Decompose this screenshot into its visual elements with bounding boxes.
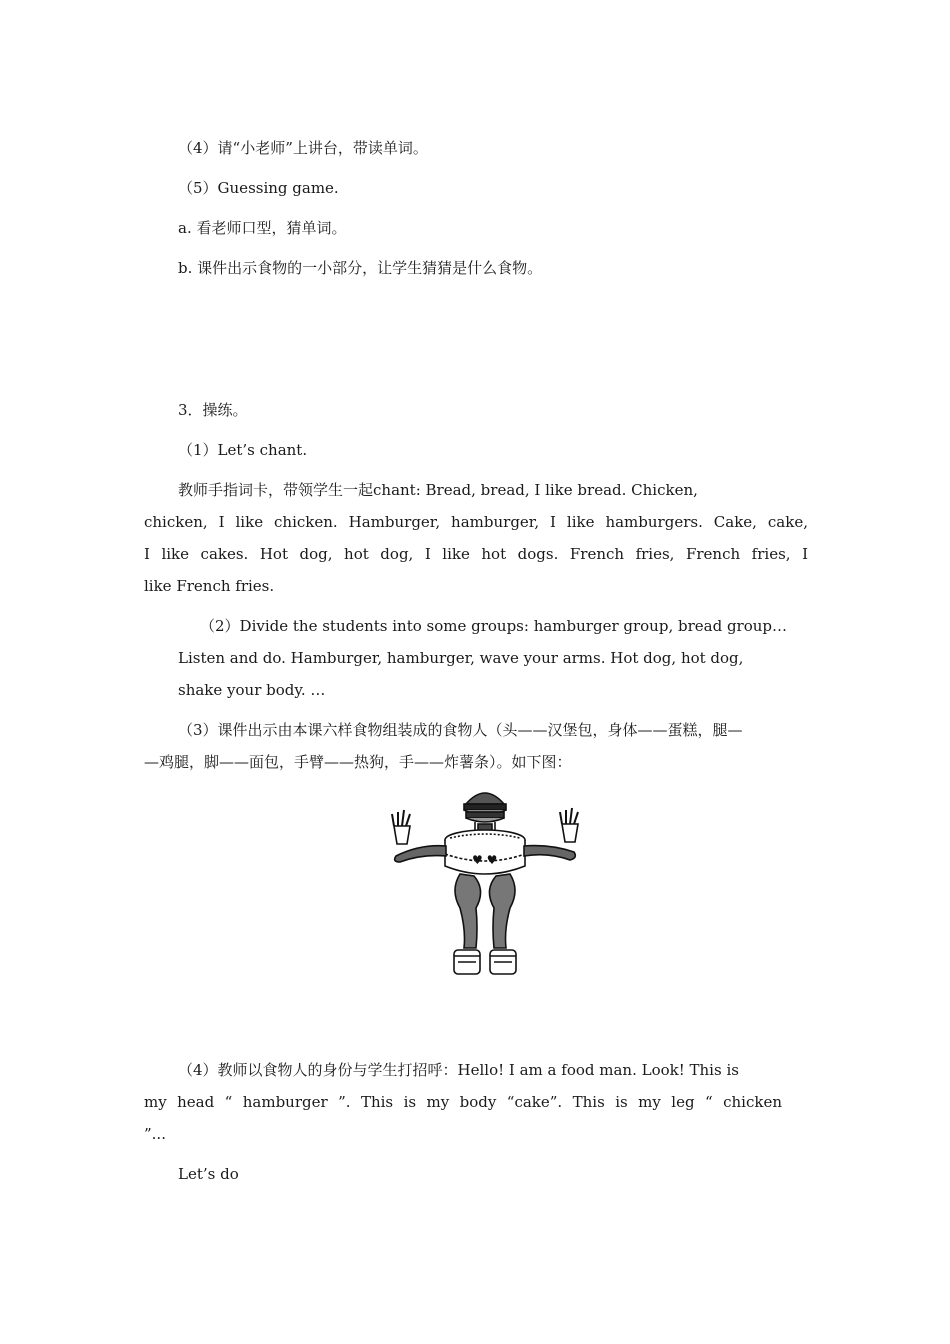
greeting-line-3: ”... [144,1125,166,1143]
foodman-line-2: —鸡腿，脚——面包，手臂——热狗，手——炸薯条）。如下图： [144,753,572,771]
chant-line-2: chicken, I like chicken. Hamburger, hamburger, I like hamburgers. Cake, cake, [144,513,808,531]
groups-line-3: shake your body. … [178,681,326,699]
chant-heading: （1）Let’s chant. [178,441,308,459]
step-a-text: a. 看老师口型，猜单词。 [178,219,347,237]
step-4-text: （4）请“小老师”上讲台，带读单词。 [178,139,428,157]
groups-line-2: Listen and do. Hamburger, hamburger, wave your arms. Hot dog, hot dog, [178,649,744,667]
food-man-illustration [380,780,590,1000]
groups-line-1: （2）Divide the students into some groups: hamburger group, bread group… [200,617,788,635]
step-b-text: b. 课件出示食物的一小部分，让学生猜猜是什么食物。 [178,259,543,277]
greeting-line-1: （4）教师以食物人的身份与学生打招呼：Hello! I am a food man. Look! This is [178,1061,739,1079]
section-3-heading: 3．操练。 [178,401,248,419]
svg-text:♥ ♥: ♥ ♥ [472,853,498,867]
chant-line-4: like French fries. [144,577,275,595]
foodman-line-1: （3）课件出示由本课六样食物组装成的食物人（头——汉堡包，身体——蛋糕，腿— [178,721,743,739]
greeting-line-2: my head “ hamburger ”. This is my body “cake”. This is my leg “ chicken [144,1093,782,1111]
lets-do-heading: Let’s do [178,1165,239,1183]
chant-line-3: I like cakes. Hot dog, hot dog, I like hot dogs. French fries, French fries, I [144,545,808,563]
step-5-text: （5）Guessing game. [178,179,339,197]
chant-line-1: 教师手指词卡，带领学生一起chant: Bread, bread, I like bread. Chicken, [178,481,698,499]
